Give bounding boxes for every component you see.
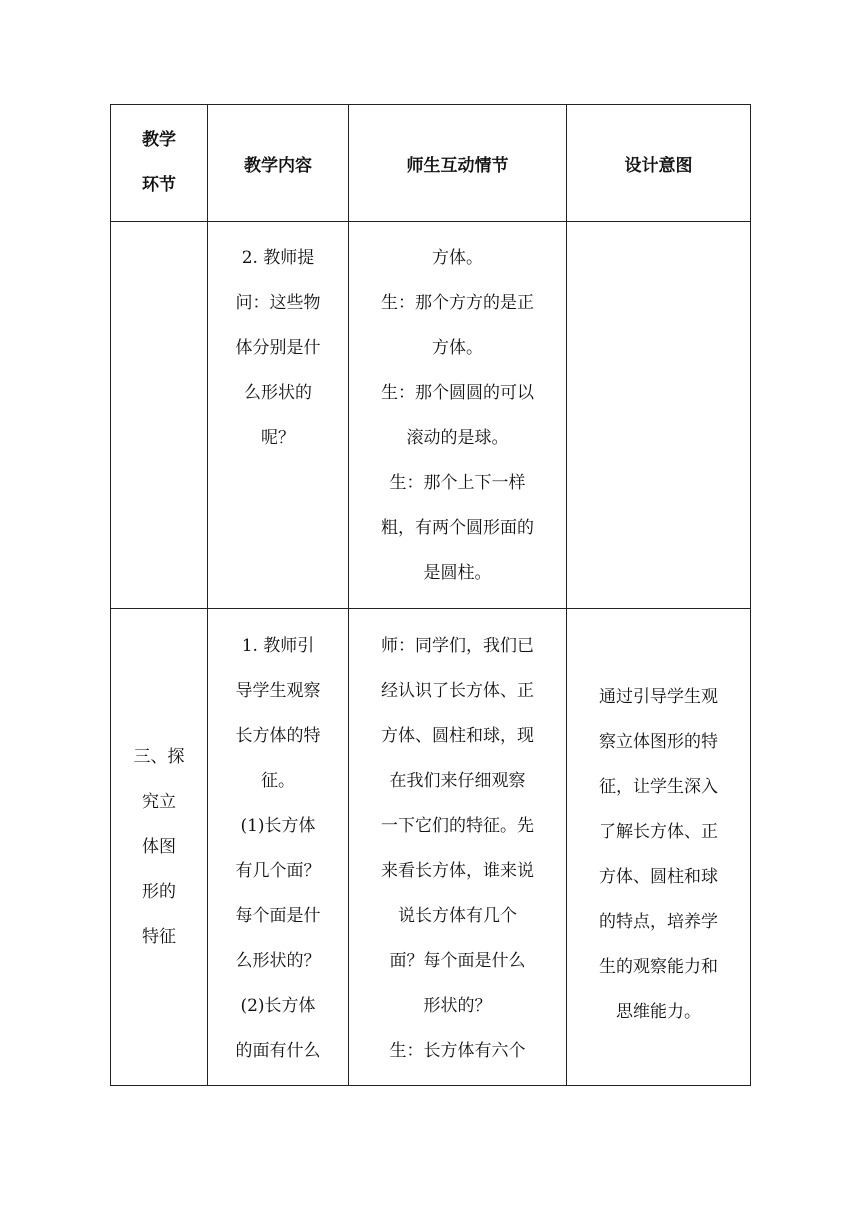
row1-intent-cell <box>567 222 751 609</box>
table-row <box>111 222 751 609</box>
row2-content-line: 的面有什么 <box>235 1041 321 1061</box>
row1-interaction-line: 生：那个方方的是正 <box>381 293 534 313</box>
row2-stage-line: 形的 <box>142 881 176 902</box>
row2-intent-line: 思维能力。 <box>616 1001 701 1022</box>
row2-content-cell <box>208 609 349 1086</box>
row2-content-line: 1. 教师引 <box>241 636 315 656</box>
row2-intent-cell <box>567 609 751 1086</box>
row2-intent-line: 察立体图形的特 <box>599 731 718 752</box>
row2-content-line: 征。 <box>261 771 295 791</box>
row2-stage-line: 三、探 <box>133 746 185 767</box>
row2-interaction-line: 经认识了长方体、正 <box>381 681 534 701</box>
row1-content-line: 问：这些物 <box>235 293 321 313</box>
row2-content-line: 导学生观察 <box>235 681 321 701</box>
row2-stage-cell <box>111 609 208 1086</box>
row2-interaction-line: 来看长方体，谁来说 <box>381 861 534 881</box>
row2-interaction-line: 生：长方体有六个 <box>389 1041 526 1061</box>
header-content: 教学内容 <box>208 105 349 222</box>
row2-content-line: (1)长方体 <box>240 816 316 836</box>
row2-content-line: 长方体的特 <box>235 726 321 746</box>
row1-interaction-cell <box>349 222 567 609</box>
row1-content-line: 2. 教师提 <box>241 248 315 268</box>
row2-interaction-line: 在我们来仔细观察 <box>389 771 526 791</box>
header-stage <box>111 105 208 222</box>
row2-intent-line: 通过引导学生观 <box>599 686 718 707</box>
header-row <box>111 105 751 222</box>
row1-stage-cell <box>111 222 208 609</box>
header-intent: 设计意图 <box>567 105 751 222</box>
row2-interaction-line: 说长方体有几个 <box>398 906 517 926</box>
row2-interaction-line: 面？每个面是什么 <box>389 951 526 971</box>
row2-stage-line: 究立 <box>142 791 176 812</box>
row2-content-line: 有几个面？ <box>235 861 321 881</box>
row1-content-line: 呢？ <box>261 428 295 448</box>
row2-content-line: 每个面是什 <box>235 906 321 926</box>
row2-intent-line: 的特点，培养学 <box>599 911 718 932</box>
row1-interaction-line: 生：那个圆圆的可以 <box>381 383 534 403</box>
header-stage-line-2: 环节 <box>142 175 176 195</box>
row1-content-line: 么形状的 <box>244 383 312 403</box>
row1-interaction-line: 粗，有两个圆形面的 <box>381 518 534 538</box>
row2-intent-line: 方体、圆柱和球 <box>599 866 718 887</box>
lesson-plan-table <box>110 104 751 1086</box>
row2-content-line: (2)长方体 <box>240 996 316 1016</box>
row2-intent-line: 生的观察能力和 <box>599 956 718 977</box>
row2-interaction-cell <box>349 609 567 1086</box>
row1-interaction-line: 滚动的是球。 <box>406 428 509 448</box>
row1-interaction-line: 是圆柱。 <box>423 563 492 583</box>
row1-interaction-line: 方体。 <box>432 338 483 358</box>
row2-intent-line: 征，让学生深入 <box>599 776 718 797</box>
row1-interaction-line: 方体。 <box>432 248 483 268</box>
row2-interaction-line: 一下它们的特征。先 <box>381 816 534 836</box>
row2-intent-line: 了解长方体、正 <box>599 821 718 842</box>
row2-content-line: 么形状的？ <box>235 951 321 971</box>
header-interaction: 师生互动情节 <box>349 105 567 222</box>
header-stage-line-1: 教学 <box>142 130 176 150</box>
row2-stage-line: 特征 <box>142 926 176 947</box>
row1-content-line: 体分别是什 <box>235 338 321 358</box>
row1-interaction-line: 生：那个上下一样 <box>389 473 526 493</box>
row2-interaction-line: 师：同学们，我们已 <box>381 636 534 656</box>
row1-content-cell <box>208 222 349 609</box>
row2-interaction-line: 方体、圆柱和球，现 <box>381 726 534 746</box>
row2-stage-line: 体图 <box>142 836 176 857</box>
table-row <box>111 609 751 1086</box>
row2-interaction-line: 形状的？ <box>423 996 492 1016</box>
